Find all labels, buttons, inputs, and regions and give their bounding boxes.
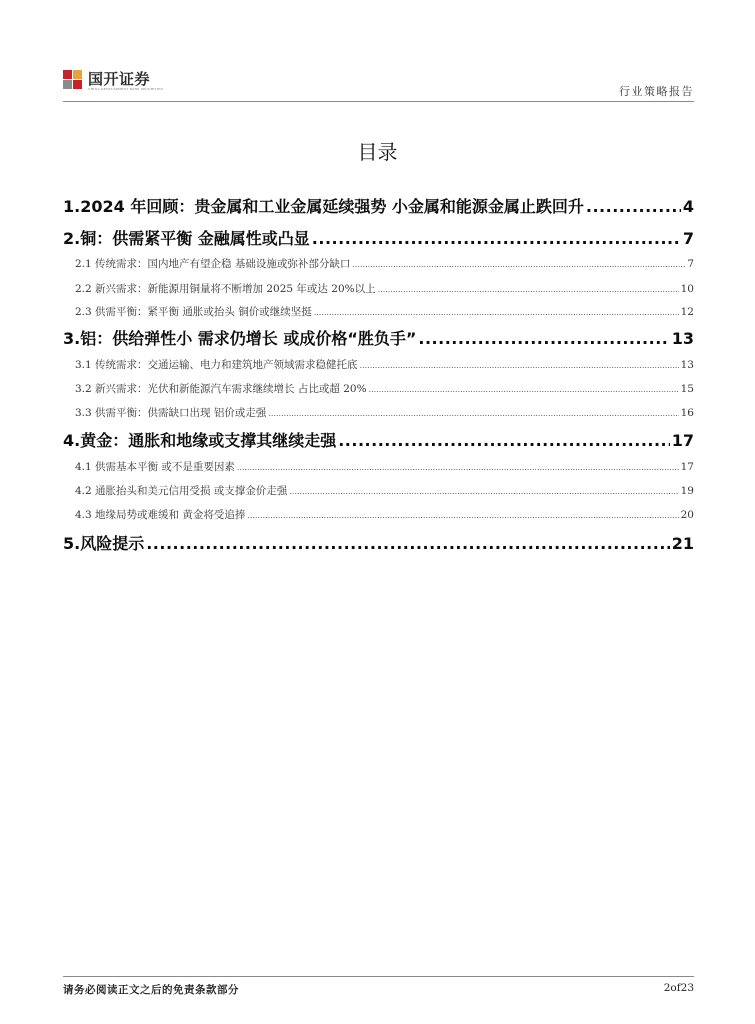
toc-entry-text: 4.黄金：通胀和地缘或支撑其继续走强: [63, 431, 337, 450]
toc-entry-page: 12: [680, 306, 694, 318]
brand-tagline: CHINA DEVELOPMENT BANK SECURITIES: [88, 87, 163, 91]
toc-subentry[interactable]: [63, 459, 694, 474]
toc-entry-page: 19: [680, 485, 694, 497]
toc-subentry[interactable]: [63, 507, 694, 522]
toc-entry-text: 4.3 地缘局势或难缓和 黄金将受追捧: [75, 509, 246, 521]
toc-dot-leader: [268, 409, 678, 418]
page-number: 2of23: [663, 982, 694, 994]
toc-subentry[interactable]: [63, 357, 694, 372]
toc-entry-text: 1.2024 年回顾：贵金属和工业金属延续强势 小金属和能源金属止跌回升: [63, 197, 584, 216]
toc-dot-leader: [146, 534, 670, 553]
toc-entry-text: 4.1 供需基本平衡 或不是重要因素: [75, 461, 235, 473]
toc-entry-page: 20: [680, 509, 694, 521]
toc-entry-text: 2.2 新兴需求：新能源用铜量将不断增加 2025 年或达 20%以上: [75, 283, 376, 295]
toc-subentry[interactable]: [63, 381, 694, 396]
toc-dot-leader: [360, 361, 679, 370]
toc-entry-page: 13: [680, 359, 694, 371]
report-type-label: 行业策略报告: [619, 85, 694, 98]
toc-dot-leader: [247, 511, 678, 520]
toc-entry-text: 5.风险提示: [63, 534, 145, 553]
logo-mark-icon: [63, 70, 83, 90]
toc-dot-leader: [314, 308, 679, 317]
toc-entry-text: 3.2 新兴需求：光伏和新能源汽车需求继续增长 占比或超 20%: [75, 383, 367, 395]
toc-entry-page: 17: [680, 461, 694, 473]
toc-dot-leader: [369, 385, 679, 394]
toc-entry-page: 17: [671, 431, 694, 450]
toc-entry-page: 7: [682, 229, 694, 248]
toc-entry-page: 10: [680, 283, 694, 295]
toc-dot-leader: [338, 431, 670, 450]
toc-entry-text: 3.铝：供给弹性小 需求仍增长 或成价格“胜负手”: [63, 329, 417, 348]
toc-entry[interactable]: [63, 326, 694, 349]
toc-dot-leader: [418, 329, 669, 348]
page-header: [63, 68, 694, 100]
brand-name: 国开证券: [88, 70, 151, 88]
toc-entry[interactable]: [63, 428, 694, 451]
toc-entry-text: 4.2 通胀抬头和美元信用受损 或支撑金价走强: [75, 485, 288, 497]
toc-entry[interactable]: [63, 531, 694, 554]
toc-entry-page: 7: [687, 258, 694, 270]
toc-entry[interactable]: [63, 194, 694, 217]
toc-entry-page: 13: [671, 329, 694, 348]
toc-subentry[interactable]: [63, 405, 694, 420]
toc-entry-page: 21: [671, 534, 694, 553]
toc-dot-leader: [586, 197, 681, 216]
toc-entry[interactable]: [63, 226, 694, 249]
toc-entry-text: 2.铜：供需紧平衡 金融属性或凸显: [63, 229, 310, 248]
footer-disclaimer: 请务必阅读正文之后的免责条款部分: [63, 984, 239, 996]
toc-subentry[interactable]: [63, 483, 694, 498]
header-divider: [63, 101, 694, 102]
toc-subentry[interactable]: [63, 256, 694, 271]
toc-entry-text: 3.3 供需平衡：供需缺口出现 铝价或走强: [75, 407, 267, 419]
toc-subentry[interactable]: [63, 281, 694, 296]
toc-entry-text: 2.1 传统需求：国内地产有望企稳 基础设施或弥补部分缺口: [75, 258, 351, 270]
toc-dot-leader: [289, 487, 678, 496]
toc-entry-page: 16: [680, 407, 694, 419]
toc-dot-leader: [237, 463, 679, 472]
toc-title: 目录: [357, 140, 398, 164]
toc-subentry[interactable]: [63, 304, 694, 319]
toc-dot-leader: [312, 229, 681, 248]
footer-divider: [63, 976, 694, 977]
toc-dot-leader: [378, 285, 679, 294]
toc-entry-page: 15: [680, 383, 694, 395]
toc-entry-text: 3.1 传统需求：交通运输、电力和建筑地产领域需求稳健托底: [75, 359, 358, 371]
toc-entry-text: 2.3 供需平衡：紧平衡 通胀或抬头 铜价或继续坚挺: [75, 306, 312, 318]
toc-entry-page: 4: [682, 197, 694, 216]
toc-dot-leader: [352, 260, 685, 269]
